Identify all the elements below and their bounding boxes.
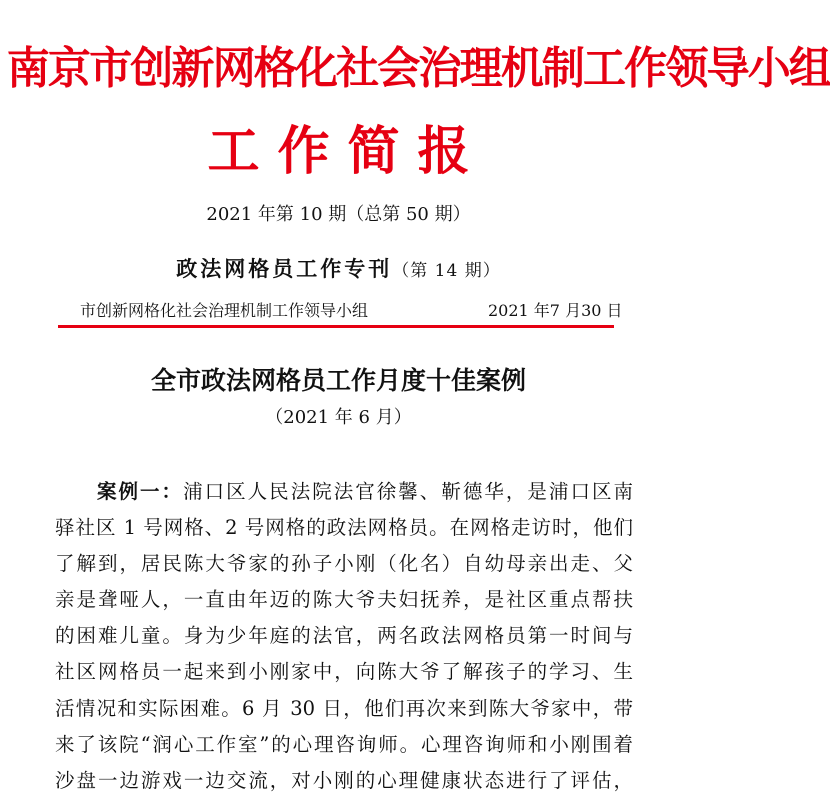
org-title: 南京市创新网格化社会治理机制工作领导小组 bbox=[6, 43, 830, 94]
column-issue: （第 14 期） bbox=[392, 261, 501, 281]
body-line: 活情况和实际困难。6 月 30 日，他们再次来到陈大爷家中，带 bbox=[55, 696, 633, 720]
body-line: 来了该院“润心工作室”的心理咨询师。心理咨询师和小刚围着 bbox=[55, 732, 633, 756]
body-line: 亲是聋哑人，一直由年迈的陈大爷夫妇抚养，是社区重点帮扶 bbox=[55, 588, 633, 612]
red-divider bbox=[58, 325, 614, 328]
body-line: 了解到，居民陈大爷家的孙子小刚（化名）自幼母亲出走、父 bbox=[55, 552, 633, 576]
body-line: 的困难儿童。身为少年庭的法官，两名政法网格员第一时间与 bbox=[55, 624, 633, 648]
article-body bbox=[55, 474, 633, 799]
case-label: 案例一： bbox=[97, 480, 184, 503]
article-subtitle: （2021 年 6 月） bbox=[265, 407, 412, 428]
body-line: 沙盘一边游戏一边交流，对小刚的心理健康状态进行了评估， bbox=[55, 768, 633, 792]
column-title: 政法网格员工作专刊 bbox=[176, 256, 393, 281]
column-heading bbox=[0, 254, 677, 286]
body-line: 驿社区 1 号网格、2 号网格的政法网格员。在网格走访时，他们 bbox=[55, 516, 633, 540]
brief-title: 工作简报 bbox=[207, 121, 488, 182]
body-line: 社区网格员一起来到小刚家中，向陈大爷了解孩子的学习、生 bbox=[55, 660, 633, 684]
publish-date: 2021 年7 月30 日 bbox=[488, 301, 623, 320]
issue-number: 2021 年第 10 期（总第 50 期） bbox=[206, 204, 471, 225]
article-title: 全市政法网格员工作月度十佳案例 bbox=[150, 366, 526, 395]
issuer: 市创新网格化社会治理机制工作领导小组 bbox=[80, 301, 369, 320]
body-line-text: 浦口区人民法院法官徐馨、靳德华，是浦口区南 bbox=[183, 480, 633, 503]
body-line bbox=[55, 474, 633, 510]
